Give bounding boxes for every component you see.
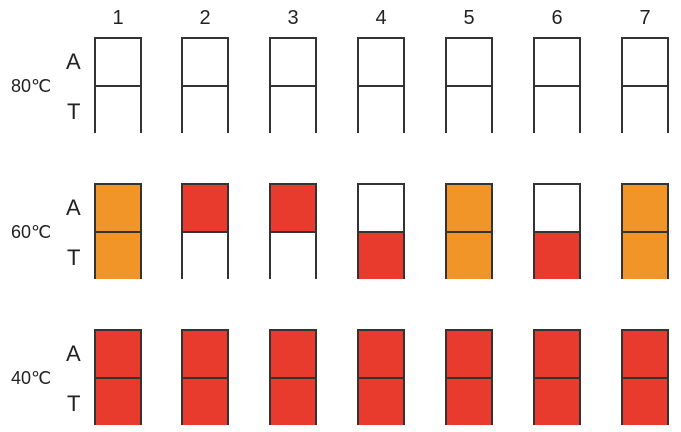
cell-t-row-1-col-3 xyxy=(271,87,315,133)
temperature-label-row-2: 60℃ xyxy=(11,222,52,242)
cell-a-row-3-col-1 xyxy=(96,331,140,379)
box-row-1-col-6 xyxy=(533,37,581,133)
box-row-2-col-7 xyxy=(621,183,669,279)
box-row-3-col-6 xyxy=(533,329,581,425)
cell-t-row-1-col-7 xyxy=(623,87,667,133)
temperature-label-row-1: 80℃ xyxy=(11,76,52,96)
cell-a-row-2-col-1 xyxy=(96,185,140,233)
cell-t-row-1-col-1 xyxy=(96,87,140,133)
cell-t-row-2-col-4 xyxy=(359,233,403,279)
cell-t-row-3-col-7 xyxy=(623,379,667,425)
cell-t-row-2-col-1 xyxy=(96,233,140,279)
box-row-2-col-4 xyxy=(357,183,405,279)
column-label-4: 4 xyxy=(375,7,387,29)
cell-a-row-1-col-7 xyxy=(623,39,667,87)
base-label-a-row-3: A xyxy=(66,341,81,366)
cell-a-row-1-col-2 xyxy=(183,39,227,87)
box-row-3-col-4 xyxy=(357,329,405,425)
cell-a-row-1-col-4 xyxy=(359,39,403,87)
box-row-1-col-4 xyxy=(357,37,405,133)
cell-a-row-2-col-4 xyxy=(359,185,403,233)
box-row-1-col-1 xyxy=(94,37,142,133)
cell-a-row-3-col-7 xyxy=(623,331,667,379)
cell-a-row-1-col-6 xyxy=(535,39,579,87)
cell-t-row-2-col-7 xyxy=(623,233,667,279)
box-row-1-col-3 xyxy=(269,37,317,133)
column-label-6: 6 xyxy=(551,7,563,29)
cell-t-row-2-col-3 xyxy=(271,233,315,279)
cell-t-row-1-col-2 xyxy=(183,87,227,133)
box-row-3-col-3 xyxy=(269,329,317,425)
cell-t-row-3-col-6 xyxy=(535,379,579,425)
cell-a-row-2-col-2 xyxy=(183,185,227,233)
box-row-1-col-2 xyxy=(181,37,229,133)
box-row-1-col-7 xyxy=(621,37,669,133)
cell-a-row-3-col-4 xyxy=(359,331,403,379)
cell-t-row-3-col-4 xyxy=(359,379,403,425)
base-label-t-row-1: T xyxy=(67,99,81,124)
box-row-3-col-2 xyxy=(181,329,229,425)
box-row-3-col-5 xyxy=(445,329,493,425)
box-row-3-col-1 xyxy=(94,329,142,425)
temperature-label-row-3: 40℃ xyxy=(11,368,52,388)
cell-a-row-1-col-5 xyxy=(447,39,491,87)
box-row-2-col-2 xyxy=(181,183,229,279)
cell-a-row-3-col-6 xyxy=(535,331,579,379)
box-row-2-col-5 xyxy=(445,183,493,279)
column-label-2: 2 xyxy=(199,7,211,29)
cell-t-row-3-col-1 xyxy=(96,379,140,425)
cell-t-row-3-col-5 xyxy=(447,379,491,425)
base-label-a-row-1: A xyxy=(66,49,81,74)
cell-a-row-3-col-3 xyxy=(271,331,315,379)
cell-t-row-1-col-6 xyxy=(535,87,579,133)
cell-t-row-1-col-4 xyxy=(359,87,403,133)
cell-a-row-3-col-2 xyxy=(183,331,227,379)
cell-t-row-2-col-2 xyxy=(183,233,227,279)
cell-a-row-2-col-7 xyxy=(623,185,667,233)
cell-a-row-2-col-3 xyxy=(271,185,315,233)
cell-a-row-1-col-3 xyxy=(271,39,315,87)
column-label-1: 1 xyxy=(112,7,124,29)
base-label-t-row-2: T xyxy=(67,245,81,270)
cell-t-row-2-col-6 xyxy=(535,233,579,279)
box-row-2-col-3 xyxy=(269,183,317,279)
column-label-5: 5 xyxy=(463,7,475,29)
box-row-1-col-5 xyxy=(445,37,493,133)
cell-a-row-2-col-5 xyxy=(447,185,491,233)
base-label-a-row-2: A xyxy=(66,195,81,220)
column-label-3: 3 xyxy=(287,7,299,29)
column-label-7: 7 xyxy=(639,7,651,29)
cell-a-row-3-col-5 xyxy=(447,331,491,379)
cell-a-row-2-col-6 xyxy=(535,185,579,233)
base-label-t-row-3: T xyxy=(67,391,81,416)
cell-t-row-3-col-2 xyxy=(183,379,227,425)
cell-t-row-1-col-5 xyxy=(447,87,491,133)
box-row-2-col-6 xyxy=(533,183,581,279)
cell-t-row-3-col-3 xyxy=(271,379,315,425)
cell-t-row-2-col-5 xyxy=(447,233,491,279)
box-row-2-col-1 xyxy=(94,183,142,279)
cell-a-row-1-col-1 xyxy=(96,39,140,87)
box-row-3-col-7 xyxy=(621,329,669,425)
